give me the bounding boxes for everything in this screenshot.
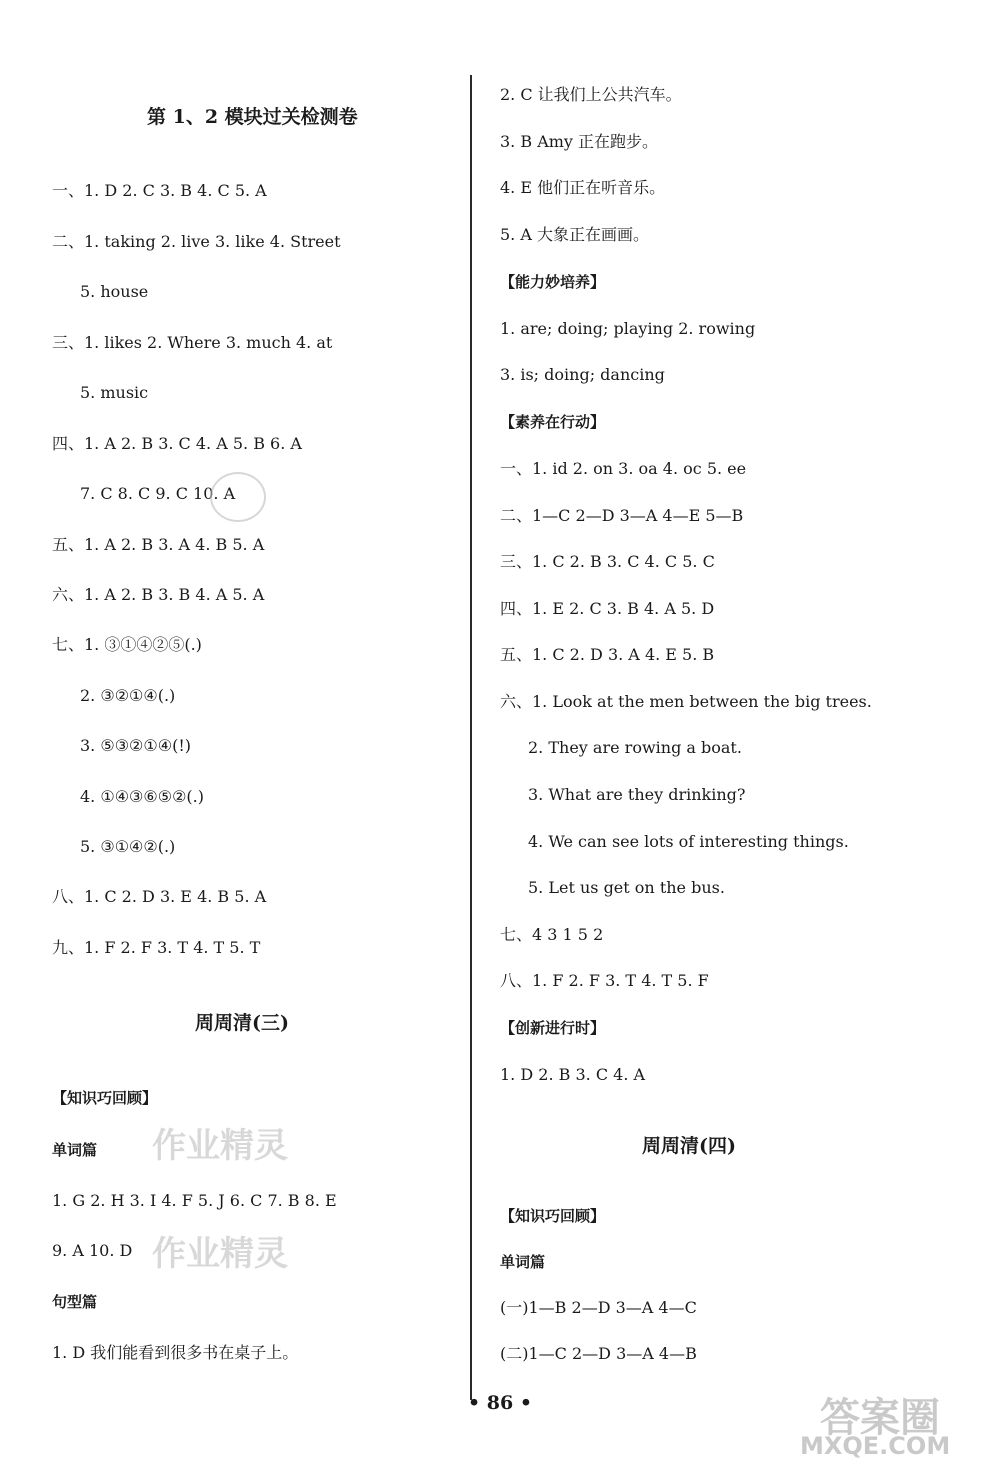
answer-line: 六、1. Look at the men between the big trees. bbox=[500, 692, 872, 711]
answer-line: 七、4 3 1 5 2 bbox=[500, 925, 604, 944]
stamp-mark bbox=[210, 472, 266, 522]
answer-line: 三、1. likes 2. Where 3. much 4. at bbox=[52, 333, 333, 352]
section-heading: 【知识巧回顾】 bbox=[500, 1207, 606, 1225]
answer-line: 4. We can see lots of interesting things. bbox=[528, 832, 849, 851]
answer-line: 五、1. C 2. D 3. A 4. E 5. B bbox=[500, 645, 715, 664]
answer-line: 9. A 10. D bbox=[52, 1241, 133, 1260]
answer-line: 1. G 2. H 3. I 4. F 5. J 6. C 7. B 8. E bbox=[52, 1191, 337, 1210]
page-number: • 86 • bbox=[468, 1392, 532, 1414]
answer-line: 3. is; doing; dancing bbox=[500, 365, 665, 384]
answer-line: 二、1. taking 2. live 3. like 4. Street bbox=[52, 232, 341, 251]
section-heading: 【创新进行时】 bbox=[500, 1019, 606, 1037]
answer-line: (二)1—C 2—D 3—A 4—B bbox=[500, 1344, 697, 1363]
answer-line: 2. C 让我们上公共汽车。 bbox=[500, 85, 682, 104]
watermark-text: 作业精灵 bbox=[152, 1234, 288, 1274]
answer-line: (一)1—B 2—D 3—A 4—C bbox=[500, 1298, 697, 1317]
subsection-heading: 句型篇 bbox=[52, 1293, 98, 1311]
section-heading: 【能力妙培养】 bbox=[500, 273, 606, 291]
answer-line: 五、1. A 2. B 3. A 4. B 5. A bbox=[52, 535, 265, 554]
column-divider bbox=[470, 75, 472, 1400]
answer-line: 7. C 8. C 9. C 10. A bbox=[80, 484, 236, 503]
answer-line: 5. ③①④②(.) bbox=[80, 837, 176, 856]
answer-line: 5. music bbox=[80, 383, 149, 402]
answer-line: 三、1. C 2. B 3. C 4. C 5. C bbox=[500, 552, 715, 571]
corner-url-watermark: MXQE.COM bbox=[800, 1432, 951, 1460]
answer-line: 3. ⑤③②①④(!) bbox=[80, 736, 191, 755]
answer-line: 4. E 他们正在听音乐。 bbox=[500, 178, 666, 197]
answer-line: 1. D 我们能看到很多书在桌子上。 bbox=[52, 1343, 299, 1362]
answer-line: 八、1. C 2. D 3. E 4. B 5. A bbox=[52, 887, 267, 906]
section-title: 第 1、2 模块过关检测卷 bbox=[147, 106, 358, 128]
answer-line: 5. A 大象正在画画。 bbox=[500, 225, 649, 244]
answer-line: 1. are; doing; playing 2. rowing bbox=[500, 319, 756, 338]
subsection-heading: 单词篇 bbox=[500, 1253, 546, 1271]
answer-line: 5. Let us get on the bus. bbox=[528, 878, 725, 897]
answer-line: 四、1. E 2. C 3. B 4. A 5. D bbox=[500, 599, 715, 618]
answer-line: 4. ①④③⑥⑤②(.) bbox=[80, 787, 204, 806]
answer-line: 六、1. A 2. B 3. B 4. A 5. A bbox=[52, 585, 265, 604]
answer-line: 3. B Amy 正在跑步。 bbox=[500, 132, 659, 151]
answer-line: 1. D 2. B 3. C 4. A bbox=[500, 1065, 646, 1084]
watermark-text: 作业精灵 bbox=[152, 1126, 288, 1166]
answer-line: 八、1. F 2. F 3. T 4. T 5. F bbox=[500, 971, 709, 990]
section-title: 周周清(三) bbox=[195, 1012, 289, 1034]
section-heading: 【知识巧回顾】 bbox=[52, 1089, 158, 1107]
corner-logo-watermark: 答案圈 bbox=[820, 1395, 940, 1441]
subsection-heading: 单词篇 bbox=[52, 1141, 98, 1159]
answer-line: 九、1. F 2. F 3. T 4. T 5. T bbox=[52, 938, 261, 957]
answer-line: 5. house bbox=[80, 282, 149, 301]
section-heading: 【素养在行动】 bbox=[500, 413, 606, 431]
answer-line: 2. ③②①④(.) bbox=[80, 686, 176, 705]
answer-line: 一、1. D 2. C 3. B 4. C 5. A bbox=[52, 181, 267, 200]
answer-line: 2. They are rowing a boat. bbox=[528, 738, 742, 757]
answer-line: 二、1—C 2—D 3—A 4—E 5—B bbox=[500, 506, 744, 525]
answer-line: 七、1. ③①④②⑤(.) bbox=[52, 635, 202, 654]
answer-line: 3. What are they drinking? bbox=[528, 785, 746, 804]
section-title: 周周清(四) bbox=[642, 1135, 736, 1157]
answer-line: 一、1. id 2. on 3. oa 4. oc 5. ee bbox=[500, 459, 747, 478]
answer-line: 四、1. A 2. B 3. C 4. A 5. B 6. A bbox=[52, 434, 302, 453]
